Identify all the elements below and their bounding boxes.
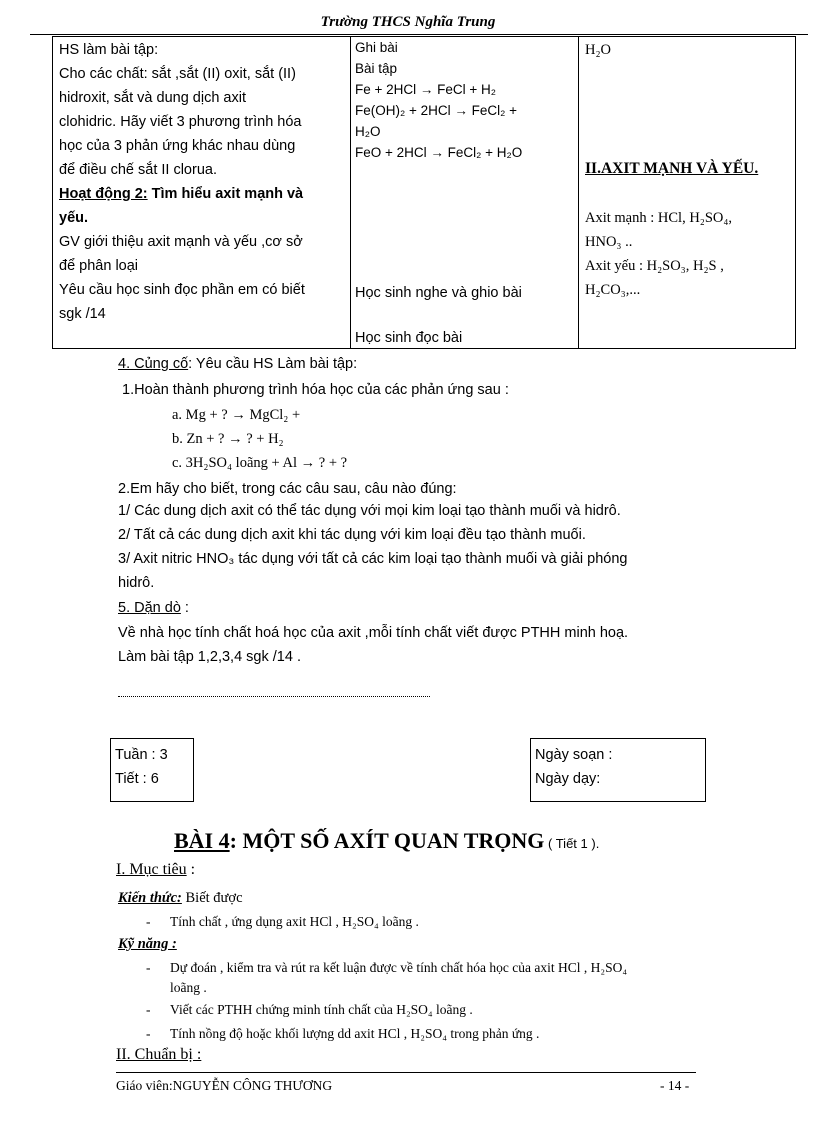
knowledge-item: Tính chất , ứng dụng axit HCl , H₂SO₄ loãng .	[170, 914, 419, 929]
teach-date-label: Ngày dạy:	[535, 771, 601, 787]
knowledge-rest: Biết được	[181, 890, 243, 906]
cell-text: H₂CO₃,...	[585, 282, 641, 298]
cell-text: Axit mạnh : HCl, H₂SO₄,	[585, 210, 733, 226]
cell-text: để phân loại	[59, 258, 139, 274]
homework-heading	[118, 596, 189, 620]
statement-1: 1/ Các dung dịch axit có thể tác dụng với mọi kim loại tạo thành muối và hidrô.	[118, 503, 621, 519]
teacher-activity-cell	[59, 38, 305, 326]
homework-line: Làm bài tập 1,2,3,4 sgk /14 .	[118, 649, 301, 665]
cell-text: sgk /14	[59, 306, 106, 322]
skill-item: Viết các PTHH chứng minh tính chất của H₂SO₄ loãng .	[170, 1002, 473, 1017]
week-box	[110, 738, 194, 802]
table-divider	[350, 36, 351, 349]
consolidation-heading	[118, 352, 357, 376]
skill-item: Dự đoán , kiểm tra và rút ra kết luận được về tính chất hóa học của axit HCl , H₂SO₄	[170, 960, 628, 975]
header-rule	[30, 34, 808, 35]
cell-text: Ghi bài	[355, 40, 398, 55]
activity-title: Tìm hiểu axit mạnh và	[151, 186, 304, 202]
cell-text: hidroxit, sắt và dung dịch axit	[59, 90, 246, 106]
content-cell	[585, 206, 732, 302]
cell-text: Học sinh nghe và ghio bài	[355, 285, 522, 301]
date-box	[530, 738, 706, 802]
heading-label: II. Chuẩn bị :	[116, 1046, 202, 1063]
heading-label: 4. Củng cố	[118, 356, 189, 372]
equation-c: c. 3H₂SO₄ loãng + Al → ? + ?	[172, 455, 348, 471]
heading-rest: : Yêu cầu HS Làm bài tập:	[188, 356, 358, 372]
homework-line: Về nhà học tính chất hoá học của axit ,mỗi tính chất viết được PTHH minh hoạ.	[118, 625, 629, 641]
student-activity-cell	[355, 37, 522, 163]
cell-text: Axit yếu : H₂SO₃, H₂S ,	[585, 258, 724, 274]
lesson-number: BÀI 4	[174, 828, 230, 853]
equation: FeO + 2HCl → FeCl₂ + H₂O	[355, 145, 523, 160]
preparation-heading	[116, 1046, 201, 1064]
equation: Fe(OH)₂ + 2HCl → FeCl₂ +	[355, 103, 518, 118]
objectives-heading	[116, 861, 195, 879]
cell-text: Cho các chất: sắt ,sắt (II) oxit, sắt (II)	[59, 66, 296, 82]
cell-text: HNO₃ ..	[585, 234, 633, 250]
teacher-name: Giáo viên:NGUYỄN CÔNG THƯƠNG	[116, 1078, 333, 1093]
equation: H₂O	[355, 124, 381, 139]
footer-rule	[116, 1072, 696, 1073]
activity-title: yếu.	[59, 210, 89, 226]
skill-item: Tính nồng độ hoặc khối lượng dd axit HCl , H₂SO₄ trong phản ứng .	[170, 1026, 540, 1041]
heading-label: I. Mục tiêu	[116, 861, 187, 878]
prep-date-label: Ngày soạn :	[535, 747, 613, 763]
cell-text: HS làm bài tập:	[59, 42, 159, 58]
page-number: - 14 -	[660, 1078, 690, 1093]
dotted-separator	[118, 696, 430, 697]
cell-text: clohidric. Hãy viết 3 phương trình hóa	[59, 114, 302, 130]
activity-heading	[59, 182, 305, 206]
period-label: Tiết : 6	[115, 771, 159, 787]
equation-a: a. Mg + ? → MgCl₂ +	[172, 407, 301, 423]
cell-text: để điều chế sắt II clorua.	[59, 162, 217, 178]
table-divider	[578, 36, 579, 349]
activity-label: Hoạt động 2:	[59, 186, 148, 202]
bullet-dash: -	[146, 1026, 151, 1041]
statement-3-cont: hidrô.	[118, 575, 155, 591]
question-2: 2.Em hãy cho biết, trong các câu sau, câu nào đúng:	[118, 481, 457, 497]
heading-rest: :	[180, 600, 189, 616]
cell-text: Yêu cầu học sinh đọc phần em có biết	[59, 282, 305, 298]
knowledge-label: Kiến thức:	[118, 890, 182, 906]
cell-text: học của 3 phản ứng khác nhau dùng	[59, 138, 296, 154]
heading-label: 5. Dặn dò	[118, 600, 181, 616]
statement-2: 2/ Tất cả các dung dịch axit khi tác dụng với kim loại đều tạo thành muối.	[118, 527, 586, 543]
question-1: 1.Hoàn thành phương trình hóa học của các phản ứng sau :	[122, 382, 509, 398]
bullet-dash: -	[146, 960, 151, 975]
lesson-period: ( Tiết 1 ).	[544, 836, 600, 851]
lesson-title	[174, 828, 599, 854]
skill-item-cont: loãng .	[170, 980, 207, 995]
knowledge-heading	[118, 888, 243, 908]
cell-text: GV giới thiệu axit mạnh và yếu ,cơ sở	[59, 234, 303, 250]
cell-text: Học sinh đọc bài	[355, 330, 463, 346]
cell-text: Bài tập	[355, 61, 398, 76]
heading-rest: :	[186, 861, 196, 878]
lesson-name: : MỘT SỐ AXÍT QUAN TRỌNG	[229, 828, 545, 853]
skills-heading: Kỹ năng :	[118, 936, 177, 952]
statement-3: 3/ Axit nitric HNO₃ tác dụng với tất cả các kim loại tạo thành muối và giải phóng	[118, 551, 628, 567]
cell-text: H₂O	[585, 42, 611, 58]
bullet-dash: -	[146, 1002, 151, 1017]
equation-b: b. Zn + ? → ? + H₂	[172, 431, 284, 447]
week-label: Tuần : 3	[115, 747, 168, 763]
school-header: Trường THCS Nghĩa Trung	[320, 14, 496, 30]
section-heading: II.AXIT MẠNH VÀ YẾU.	[585, 160, 759, 177]
equation: Fe + 2HCl → FeCl + H₂	[355, 82, 497, 97]
bullet-dash: -	[146, 914, 151, 929]
